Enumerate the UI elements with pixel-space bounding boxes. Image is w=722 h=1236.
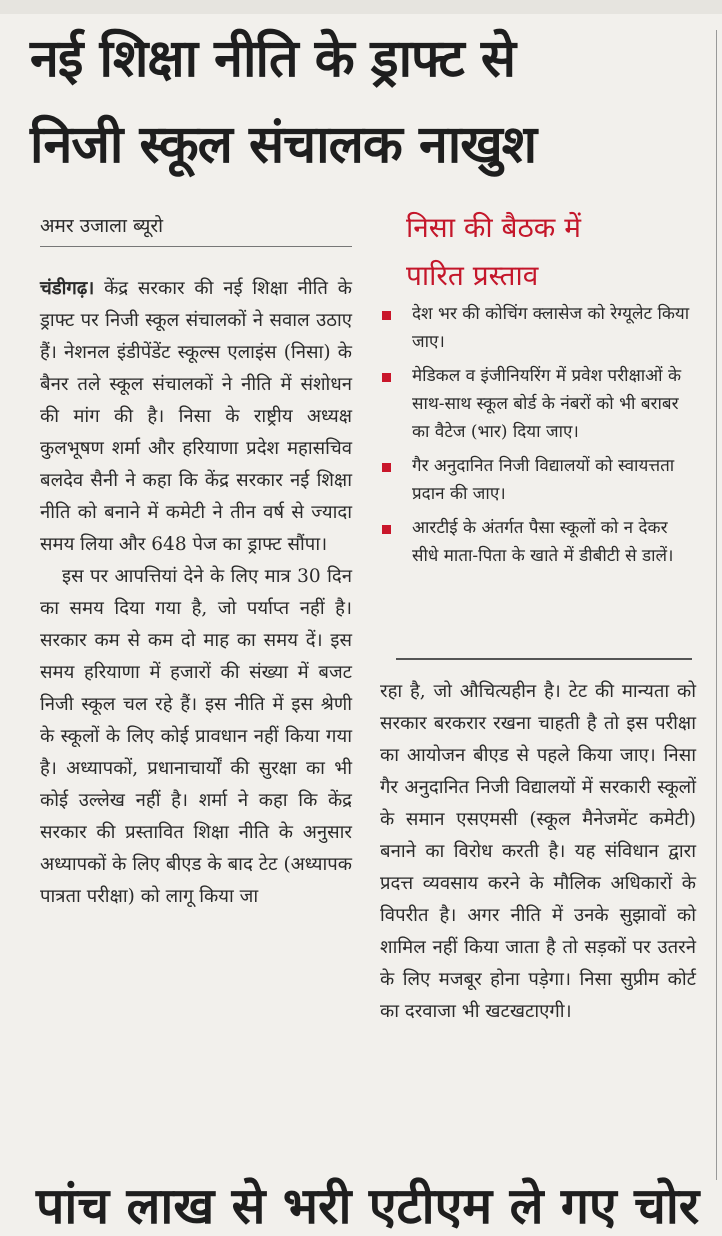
article-column-2 [380,676,696,1028]
resolution-text: आरटीई के अंतर्गत पैसा स्कूलों को न देकर सीधे माता-पिता के खाते में डीबीटी से डालें। [412,518,674,566]
resolution-text: मेडिकल व इंजीनियरिंग में प्रवेश परीक्षाओं के साथ-साथ स्कूल बोर्ड के नंबरों को भी बराबर का वैटेज (भार) दिया जाए। [412,366,681,442]
resolutions-list [380,300,692,576]
byline: अमर उजाला ब्यूरो [40,215,164,237]
square-bullet-icon [382,463,391,472]
resolution-text: देश भर की कोचिंग क्लासेज को रेग्यूलेट किया जाए। [412,304,690,352]
headline-line-2: निजी स्कूल संचालक नाखुश [30,115,537,175]
article-paragraph-1 [40,273,352,561]
dateline: चंडीगढ़। [40,278,95,299]
next-article-headline: पांच लाख से भरी एटीएम ले गए चोर [36,1177,700,1235]
sidebar-title [406,204,706,300]
square-bullet-icon [382,373,391,382]
column-divider [716,30,717,1180]
resolution-text: गैर अनुदानित निजी विद्यालयों को स्वायत्तता प्रदान की जाए। [412,456,675,504]
square-bullet-icon [382,525,391,534]
resolution-item [380,362,692,446]
square-bullet-icon [382,311,391,320]
article-paragraph-3: रहा है, जो औचित्यहीन है। टेट की मान्यता को सरकार बरकरार रखना चाहती है तो इस परीक्षा का आयोजन बीएड से पहले किया जाए। निसा गैर अनुदानित निजी विद्यालयों में सरकारी स्कूलों के समान एसएमसी (स्कूल मैनेजमेंट कमेटी) बनाने का विरोध करती है। यह संविधान द्वारा प्रदत्त व्यवसाय करने के मौलिक अधिकारों के विपरीत है। अगर नीति में उनके सुझावों को शामिल नहीं किया जाता है तो सड़कों पर उतरने के लिए मजबूर होना पड़ेगा। निसा सुप्रीम कोर्ट का दरवाजा भी खटखटाएगी। [380,681,697,1022]
sidebar-divider [396,658,692,660]
article-paragraph-2: इस पर आपत्तियां देने के लिए मात्र 30 दिन का समय दिया गया है, जो पर्याप्त नहीं है। सरकार कम से कम दो माह का समय दें। इस समय हरियाणा में हजारों की संख्या में बजट निजी स्कूल चल रहे हैं। इस नीति में इस श्रेणी के स्कूलों के लिए कोई प्रावधान नहीं किया गया है। अध्यापकों, प्रधानाचार्यों की सुरक्षा का भी कोई उल्लेख नहीं है। शर्मा ने कहा कि केंद्र सरकार की प्रस्तावित शिक्षा नीति के अनुसार अध्यापकों के लिए बीएड के बाद टेट (अध्यापक पात्रता परीक्षा) को लागू किया जा [40,566,352,907]
sidebar-title-line-2: पारित प्रस्ताव [406,259,539,292]
sidebar-title-line-1: निसा की बैठक में [406,211,581,244]
headline-line-1: नई शिक्षा नीति के ड्राफ्ट से [30,29,516,89]
previous-article-strip [0,0,722,14]
resolution-item [380,514,692,570]
resolution-item [380,452,692,508]
resolution-item [380,300,692,356]
byline-divider [40,246,352,247]
article-column-1 [40,273,352,913]
article-paragraph-1-text: केंद्र सरकार की नई शिक्षा नीति के ड्राफ्ट पर निजी स्कूल संचालकों ने सवाल उठाए हैं। नेशनल इंडीपेंडेंट स्कूल्स एलाइंस (निसा) के बैनर तले स्कूल संचालकों ने नीति में संशोधन की मांग की है। निसा के राष्ट्रीय अध्यक्ष कुलभूषण शर्मा और हरियाणा प्रदेश महासचिव बलदेव सैनी ने कहा कि केंद्र सरकार नई शिक्षा नीति को बनाने में कमेटी ने तीन वर्ष से ज्यादा समय लिया और 648 पेज का ड्राफ्ट सौंपा। [40,278,352,555]
